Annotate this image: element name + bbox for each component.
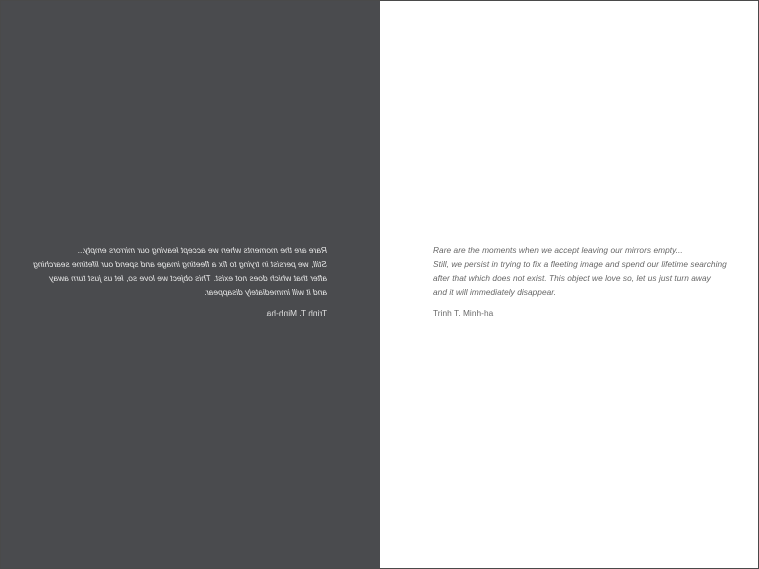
right-page — [380, 1, 758, 568]
left-page-mirrored — [1, 1, 380, 568]
mirrored-quote-line-4: and it will immediately disappear. — [203, 286, 327, 297]
quote-line-1: Rare are the moments when we accept leaving our mirrors empty... — [433, 245, 683, 255]
mirrored-quote-line-2: Still, we persist in trying to fix a fleeting image and spend our lifetime searching — [33, 258, 327, 269]
mirrored-text-layer — [1, 1, 380, 568]
mirrored-quote — [27, 244, 327, 321]
quote-line-2: Still, we persist in trying to fix a fleeting image and spend our lifetime searching — [433, 258, 727, 269]
mirrored-attribution: Trinh T. Minh-ha — [266, 307, 327, 318]
quote-line-4: and it will immediately disappear. — [433, 286, 557, 297]
attribution: Trinh T. Minh-ha — [433, 307, 494, 318]
mirrored-quote-line-3: after that which does not exist. This object we love so, let us just turn away — [49, 272, 327, 283]
mirrored-quote-line-1: Rare are the moments when we accept leaving our mirrors empty... — [77, 245, 327, 255]
quote-line-3: after that which does not exist. This object we love so, let us just turn away — [433, 272, 711, 283]
quote — [433, 244, 733, 321]
